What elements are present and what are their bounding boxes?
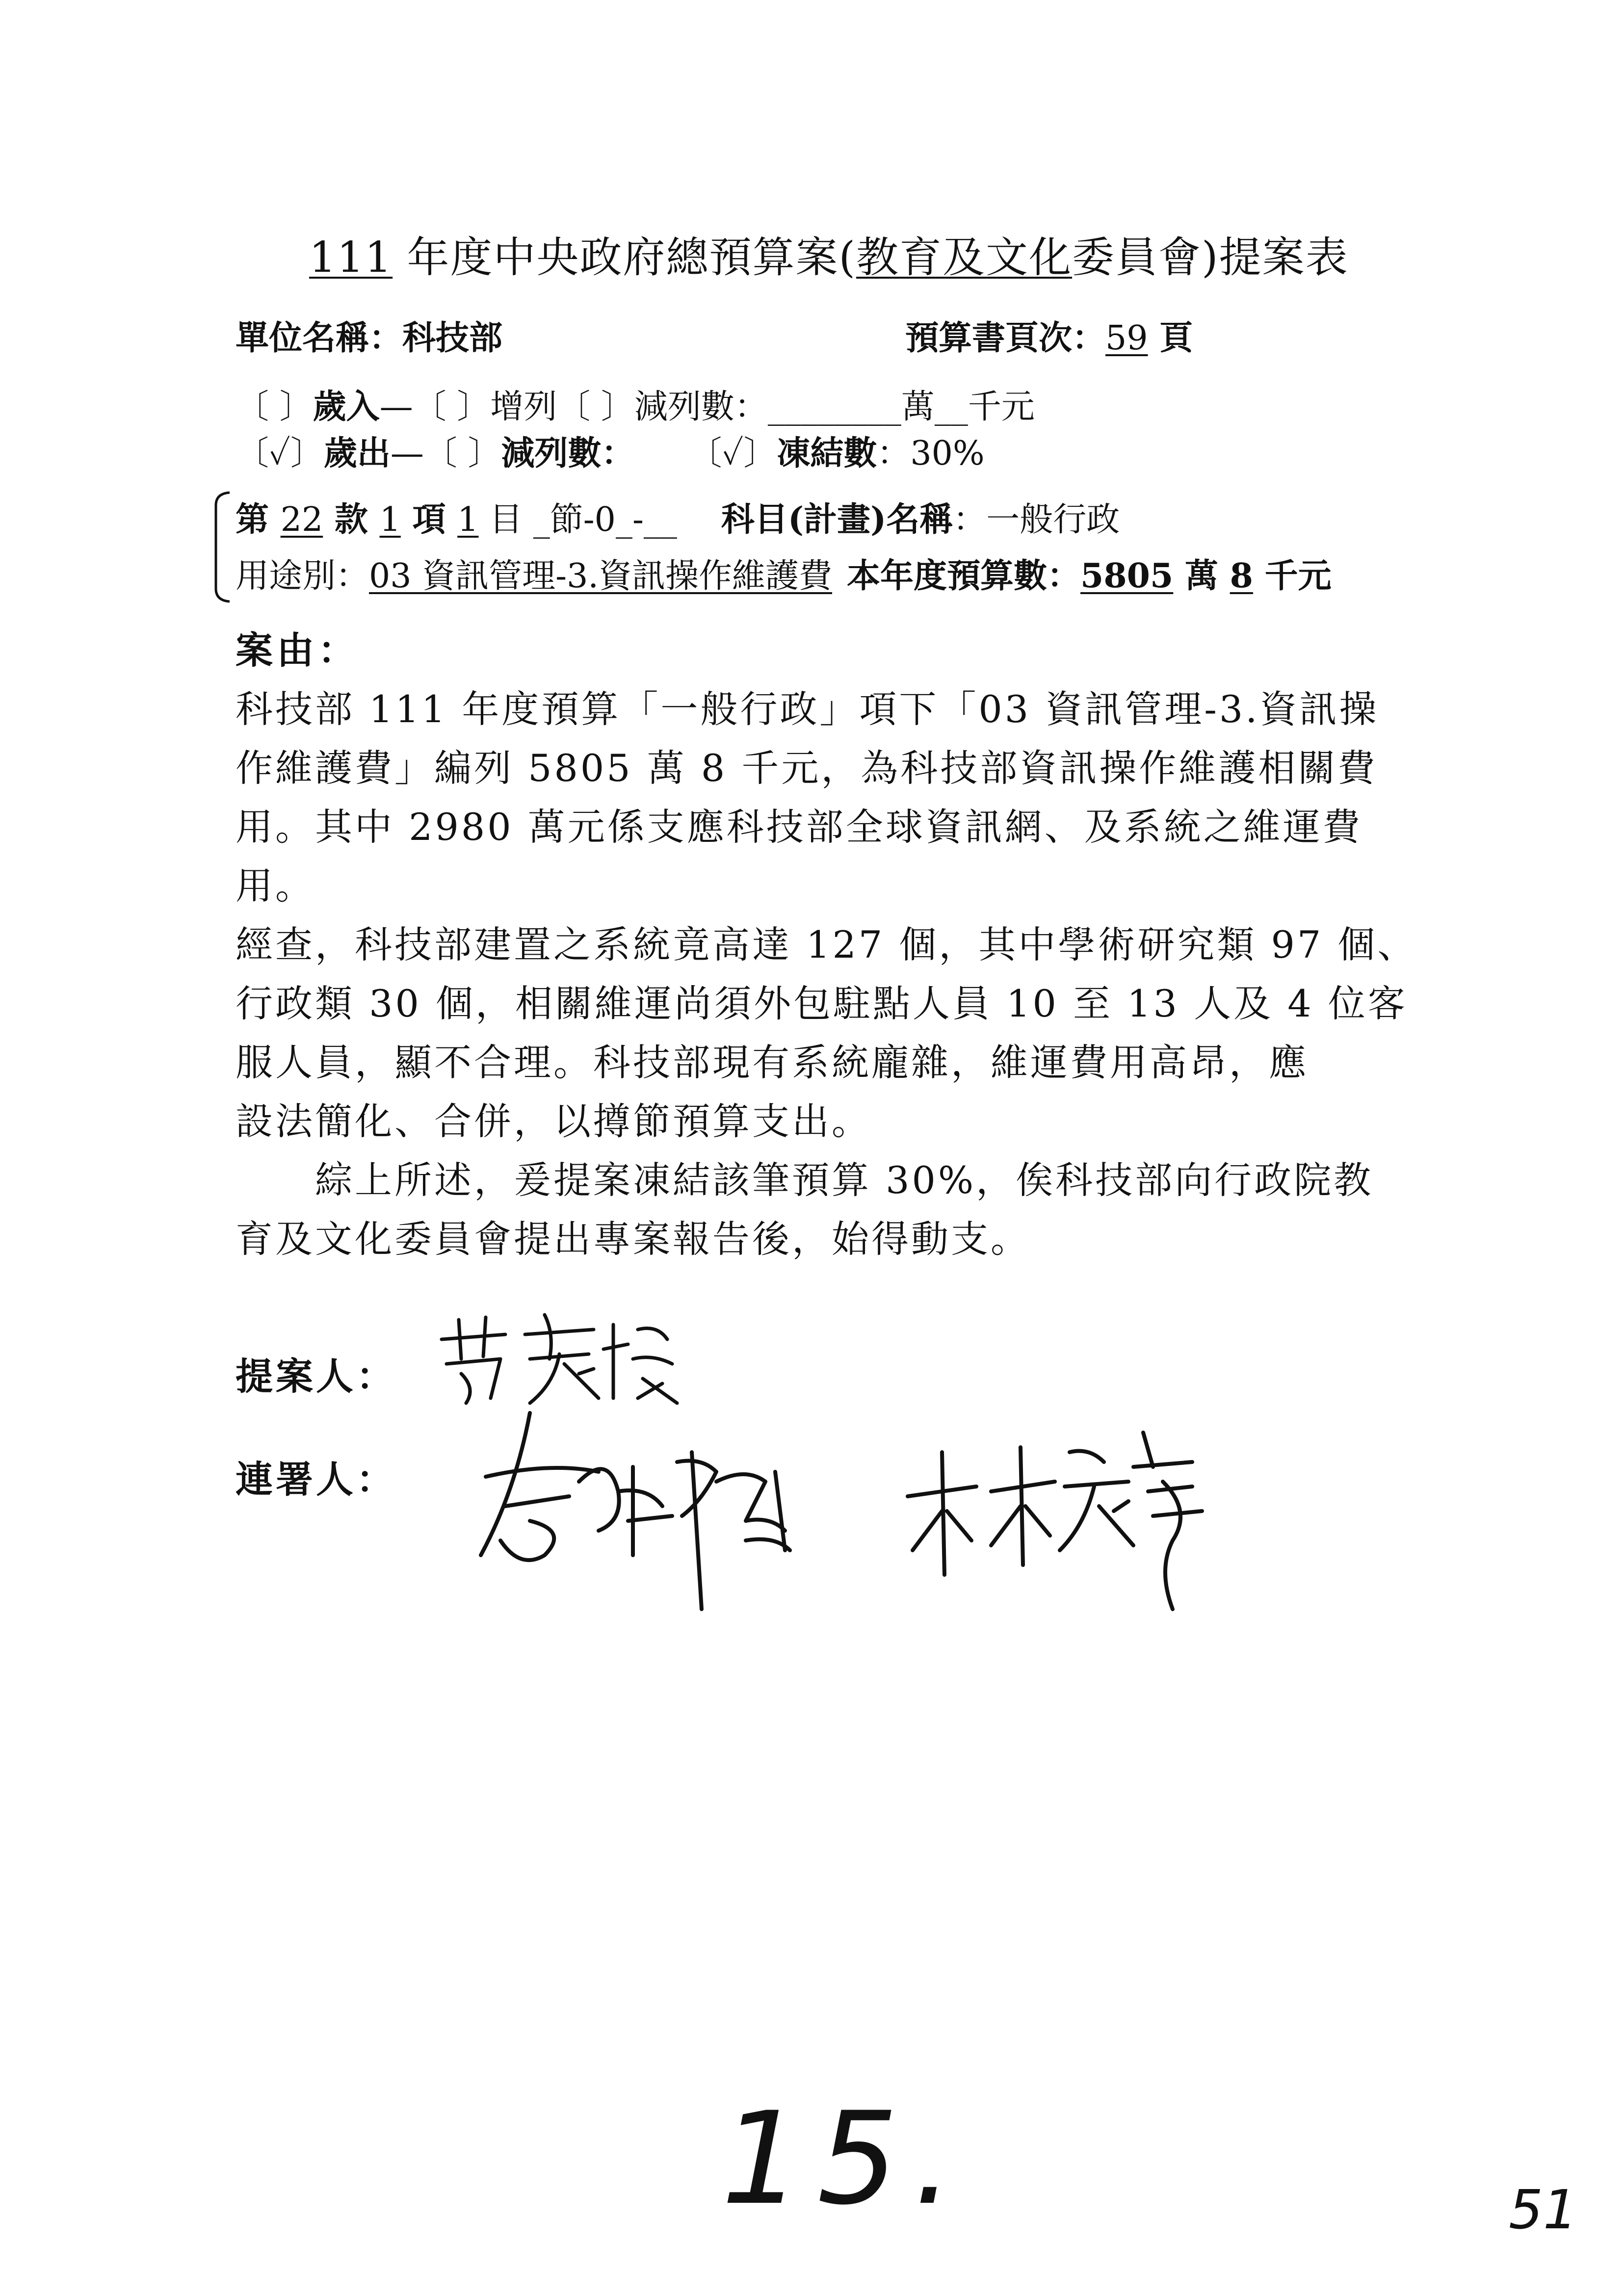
account-mu: 1 [457,500,479,539]
annual-budget-wan: 5805 [1080,556,1174,596]
body-line: 作維護費」編列 5805 萬 8 千元，為科技部資訊操作維護相關費 [236,746,1378,790]
revenue-rest: —〔 〕增列〔 〕減列數：________萬__千元 [379,388,1035,426]
budget-page-value: 59 [1105,319,1148,358]
body-line: 育及文化委員會提出專案報告後，始得動支。 [236,1217,1030,1261]
revenue-checkbox: 〔 〕 [236,388,313,426]
account-kuan: 22 [280,500,323,539]
usage-label: 用途別： [236,557,369,596]
account-p1: 第 [236,500,281,539]
body-line: 科技部 111 年度預算「一般行政」項下「03 資訊管理-3.資訊操 [236,687,1379,731]
cosigner-label: 連署人： [236,1458,396,1501]
freeze-label: 凍結數 [777,434,877,473]
body-line: 服人員，顯不合理。科技部現有系統龐雜，維運費用高昂，應 [236,1041,1309,1084]
body-line: 設法簡化、合併，以撙節預算支出。 [236,1099,871,1143]
title-committee: 教育及文化 [856,233,1073,282]
annual-budget-label: 本年度預算數： [847,556,1081,596]
left-bracket [211,491,231,603]
subject-label: 科目(計畫)名稱 [721,500,953,539]
usage-value: 03 資訊管理-3.資訊操作維護費 [369,557,833,596]
page-number: 51 [1509,2178,1577,2241]
budget-page-label: 預算書頁次： [905,318,1106,358]
expenditure-label: 歲出 [323,434,391,473]
account-p3: 項 [400,500,458,539]
account-p2: 款 [323,500,380,539]
revenue-label: 歲入 [313,387,380,426]
handwritten-proposal-number: 15. [721,2085,969,2233]
cut-amount-label: 減列數： [501,434,635,473]
unit-name-row [236,312,502,359]
proposer-label: 提案人： [236,1355,396,1398]
usage-line [236,549,1332,597]
subject-value: ：一般行政 [953,500,1120,539]
expenditure-line [236,427,985,474]
unit-value: 科技部 [402,318,503,358]
title-text-2: 委員會)提案表 [1072,233,1349,282]
account-line [236,493,1120,541]
expenditure-checkbox: 〔✓〕 [236,434,324,473]
reason-heading: 案由： [236,628,359,672]
body-line: 經查，科技部建置之系統竟高達 127 個，其中學術研究類 97 個、 [236,923,1417,966]
body-line: 綜上所述，爰提案凍結該筆預算 30%，俟科技部向行政院教 [236,1158,1374,1202]
body-line: 用。其中 2980 萬元係支應科技部全球資訊網、及系統之維運費 [236,805,1362,849]
revenue-line [236,380,1035,428]
title-year: 111 [309,233,393,282]
budget-page-row [905,312,1193,359]
body-line: 行政類 30 個，相關維運尚須外包駐點人員 10 至 13 人及 4 位客 [236,982,1408,1025]
unit-label: 單位名稱： [236,318,403,358]
freeze-checkbox: 〔✓〕 [688,434,777,473]
body-line: 用。 [236,864,315,908]
page-title [309,223,1349,284]
title-text-1: 年度中央政府總預算案( [393,233,857,282]
cosigner-signature-2 [898,1413,1212,1619]
annual-budget-wan-unit: 萬 [1173,556,1230,596]
budget-page-suffix: 頁 [1148,318,1193,358]
annual-budget-qian: 8 [1230,556,1253,596]
freeze-value: ：30% [877,434,985,473]
expenditure-mid: —〔 〕 [390,434,501,473]
annual-budget-qian-unit: 千元 [1253,556,1332,596]
cosigner-signature-1 [471,1393,854,1629]
account-xiang: 1 [379,500,401,539]
account-p4: 目 _節-0_-__ [478,500,677,539]
